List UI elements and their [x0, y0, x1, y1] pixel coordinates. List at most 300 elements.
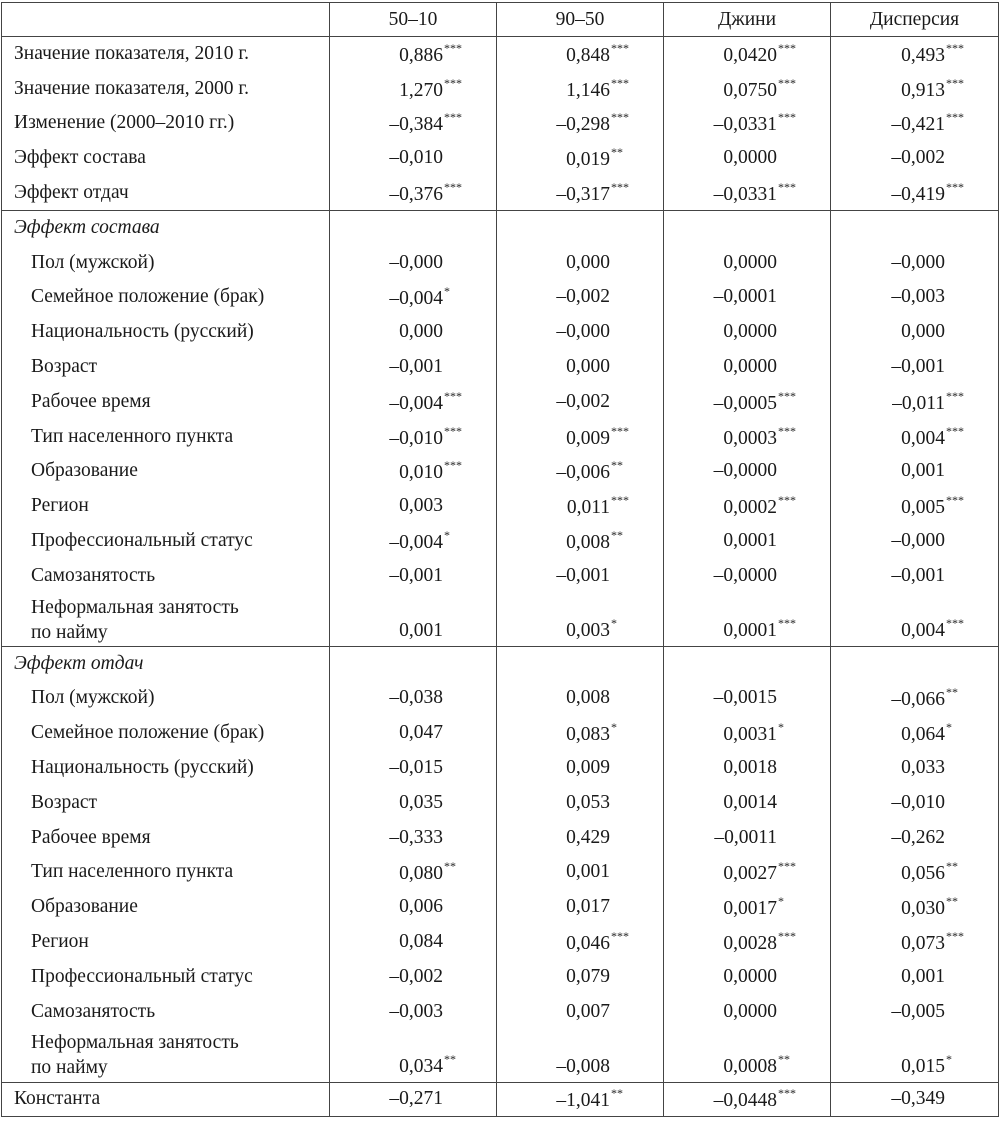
decomposition-table: [1, 2, 999, 1117]
significance-stars: ***: [946, 179, 964, 194]
row-label: [2, 1029, 330, 1082]
table-row: [2, 315, 999, 350]
cell-value: –0,000: [891, 530, 945, 552]
significance-stars: *: [946, 1051, 952, 1066]
table-row: [2, 384, 999, 419]
value-cell: [497, 925, 664, 960]
table-row: [2, 558, 999, 593]
value-cell: [664, 454, 831, 489]
empty-cell: [664, 646, 831, 681]
cell-value: –0,015: [389, 757, 443, 779]
row-label: Эффект состава: [14, 147, 146, 169]
significance-stars: ***: [778, 41, 796, 56]
row-label: Значение показателя, 2000 г.: [14, 77, 249, 99]
significance-stars: ***: [778, 859, 796, 874]
value-cell: [497, 1082, 664, 1117]
cell-value: 1,146: [566, 79, 610, 101]
cell-value: 0,003: [399, 495, 443, 517]
value-cell: [664, 890, 831, 925]
cell-value: 0,913: [901, 79, 945, 101]
table-row: [2, 176, 999, 211]
value-cell: [330, 959, 497, 994]
cell-value: –0,000: [891, 251, 945, 273]
value-cell: [497, 280, 664, 315]
cell-value: 0,0014: [723, 791, 777, 813]
constant-section: [2, 1082, 999, 1117]
value-cell: [831, 280, 999, 315]
value-cell: [330, 890, 497, 925]
value-cell: [831, 855, 999, 890]
table-row: [2, 681, 999, 716]
significance-stars: ***: [946, 929, 964, 944]
row-label: Значение показателя, 2010 г.: [14, 43, 249, 65]
cell-value: 0,064: [901, 724, 945, 746]
empty-cell: [330, 646, 497, 681]
value-cell: [664, 1029, 831, 1082]
cell-value: –0,0448: [713, 1090, 777, 1112]
cell-value: 0,429: [566, 826, 610, 848]
value-cell: [831, 994, 999, 1029]
significance-stars: ***: [444, 388, 462, 403]
significance-stars: ***: [444, 41, 462, 56]
row-label: Возраст: [31, 356, 98, 378]
cell-value: 0,001: [901, 460, 945, 482]
cell-value: 0,848: [566, 45, 610, 67]
value-cell: [497, 716, 664, 751]
cell-value: 0,0000: [723, 965, 777, 987]
significance-stars: ***: [611, 929, 629, 944]
significance-stars: **: [611, 528, 623, 543]
column-header: Дисперсия: [831, 3, 999, 37]
row-label: Регион: [31, 495, 89, 517]
cell-value: 0,001: [566, 861, 610, 883]
cell-value: –0,010: [389, 147, 443, 169]
cell-value: 0,009: [566, 757, 610, 779]
table-row: [2, 785, 999, 820]
value-cell: [330, 524, 497, 559]
value-cell: [330, 489, 497, 524]
significance-stars: ***: [778, 615, 796, 630]
table-row: [2, 419, 999, 454]
significance-stars: **: [946, 859, 958, 874]
cell-value: –0,376: [389, 183, 443, 205]
table-row: [2, 106, 999, 141]
value-cell: [664, 384, 831, 419]
table-row: [2, 524, 999, 559]
cell-value: –0,001: [891, 564, 945, 586]
value-cell: [831, 785, 999, 820]
significance-stars: **: [611, 458, 623, 473]
value-cell: [664, 785, 831, 820]
value-cell: [831, 1029, 999, 1082]
cell-value: 0,011: [566, 497, 610, 519]
cell-value: –0,0000: [713, 564, 777, 586]
value-cell: [664, 820, 831, 855]
significance-stars: ***: [778, 1086, 796, 1101]
value-cell: [330, 176, 497, 211]
value-cell: [664, 925, 831, 960]
row-label: [2, 593, 330, 646]
cell-value: –0,006: [556, 462, 610, 484]
cell-value: –0,005: [891, 1000, 945, 1022]
table-row: [2, 489, 999, 524]
table-row: [2, 37, 999, 72]
table-row: [2, 141, 999, 176]
cell-value: –0,001: [389, 564, 443, 586]
value-cell: [831, 890, 999, 925]
value-cell: [330, 141, 497, 176]
cell-value: –0,317: [556, 183, 610, 205]
significance-stars: *: [444, 528, 450, 543]
significance-stars: ***: [778, 110, 796, 125]
row-label: Профессиональный статус: [31, 530, 253, 552]
significance-stars: ***: [946, 388, 964, 403]
significance-stars: *: [946, 720, 952, 735]
cell-value: –1,041: [556, 1090, 610, 1112]
value-cell: [664, 350, 831, 385]
row-label: Семейное положение (брак): [31, 286, 265, 308]
value-cell: [497, 141, 664, 176]
value-cell: [831, 419, 999, 454]
cell-value: –0,333: [389, 826, 443, 848]
significance-stars: ***: [444, 179, 462, 194]
value-cell: [330, 71, 497, 106]
significance-stars: *: [778, 720, 784, 735]
value-cell: [497, 1029, 664, 1082]
value-cell: [664, 71, 831, 106]
summary-section: [2, 37, 999, 211]
table-row: [2, 280, 999, 315]
significance-stars: ***: [444, 423, 462, 438]
table-row: [2, 350, 999, 385]
row-label: Образование: [31, 896, 138, 918]
value-cell: [831, 558, 999, 593]
value-cell: [831, 925, 999, 960]
significance-stars: ***: [778, 179, 796, 194]
significance-stars: ***: [946, 41, 964, 56]
value-cell: [831, 959, 999, 994]
value-cell: [330, 994, 497, 1029]
table-row: [2, 1082, 999, 1117]
cell-value: –0,262: [891, 826, 945, 848]
value-cell: [831, 681, 999, 716]
cell-value: –0,000: [556, 321, 610, 343]
value-cell: [497, 524, 664, 559]
cell-value: 0,009: [566, 427, 610, 449]
value-cell: [330, 106, 497, 141]
cell-value: –0,384: [389, 114, 443, 136]
cell-value: 0,0008: [723, 1055, 777, 1077]
value-cell: [831, 315, 999, 350]
significance-stars: ***: [946, 75, 964, 90]
cell-value: 0,030: [901, 898, 945, 920]
significance-stars: **: [946, 685, 958, 700]
row-label: Возраст: [31, 791, 98, 813]
cell-value: –0,004: [389, 532, 443, 554]
value-cell: [330, 785, 497, 820]
value-cell: [664, 681, 831, 716]
cell-value: 0,080: [399, 863, 443, 885]
table-row: [2, 71, 999, 106]
cell-value: 0,0000: [723, 321, 777, 343]
value-cell: [664, 141, 831, 176]
value-cell: [330, 315, 497, 350]
row-label: Константа: [14, 1088, 101, 1110]
significance-stars: ***: [946, 110, 964, 125]
value-cell: [330, 384, 497, 419]
cell-value: 0,017: [566, 896, 610, 918]
significance-stars: ***: [778, 75, 796, 90]
cell-value: –0,0001: [713, 286, 777, 308]
value-cell: [831, 1082, 999, 1117]
significance-stars: ***: [946, 423, 964, 438]
cell-value: 0,073: [901, 933, 945, 955]
cell-value: –0,0331: [713, 183, 777, 205]
cell-value: 0,0003: [723, 427, 777, 449]
cell-value: 0,004: [901, 619, 945, 641]
table-row: [2, 716, 999, 751]
value-cell: [664, 37, 831, 72]
value-cell: [664, 245, 831, 280]
cell-value: 0,886: [399, 45, 443, 67]
value-cell: [330, 751, 497, 786]
cell-value: 0,0000: [723, 1000, 777, 1022]
table-row: [2, 994, 999, 1029]
value-cell: [664, 419, 831, 454]
cell-value: 0,000: [566, 356, 610, 378]
cell-value: 0,0001: [723, 619, 777, 641]
section-title-row: [2, 210, 999, 245]
value-cell: [831, 489, 999, 524]
value-cell: [664, 106, 831, 141]
significance-stars: ***: [611, 41, 629, 56]
significance-stars: ***: [778, 929, 796, 944]
cell-value: –0,038: [389, 687, 443, 709]
cell-value: 0,0001: [723, 530, 777, 552]
section-title: Эффект отдач: [14, 652, 144, 674]
cell-value: 0,046: [566, 933, 610, 955]
row-label: Пол (мужской): [31, 251, 155, 273]
section-title-row: [2, 646, 999, 681]
cell-value: –0,349: [891, 1088, 945, 1110]
value-cell: [497, 106, 664, 141]
significance-stars: **: [778, 1051, 790, 1066]
cell-value: –0,001: [556, 564, 610, 586]
table-row: [2, 1029, 999, 1082]
table-row: [2, 245, 999, 280]
value-cell: [664, 593, 831, 646]
value-cell: [497, 820, 664, 855]
row-label: Самозанятость: [31, 1000, 156, 1022]
value-cell: [664, 315, 831, 350]
cell-value: 0,0000: [723, 356, 777, 378]
row-label-line: Неформальная занятость: [31, 596, 239, 618]
cell-value: 0,0031: [723, 724, 777, 746]
row-label: Национальность (русский): [31, 321, 254, 343]
significance-stars: *: [444, 284, 450, 299]
value-cell: [831, 106, 999, 141]
cell-value: –0,298: [556, 114, 610, 136]
value-cell: [330, 245, 497, 280]
cell-value: 0,000: [399, 321, 443, 343]
value-cell: [831, 141, 999, 176]
value-cell: [664, 751, 831, 786]
cell-value: 0,0002: [723, 497, 777, 519]
value-cell: [497, 751, 664, 786]
value-cell: [497, 245, 664, 280]
row-label: Рабочее время: [31, 826, 151, 848]
value-cell: [497, 454, 664, 489]
cell-value: 0,019: [566, 149, 610, 171]
value-cell: [330, 925, 497, 960]
value-cell: [664, 558, 831, 593]
returns-section: [2, 646, 999, 1082]
cell-value: 0,004: [901, 427, 945, 449]
value-cell: [330, 454, 497, 489]
value-cell: [497, 681, 664, 716]
header-corner: [2, 3, 330, 37]
empty-cell: [664, 210, 831, 245]
value-cell: [497, 959, 664, 994]
value-cell: [497, 315, 664, 350]
value-cell: [664, 716, 831, 751]
empty-cell: [831, 210, 999, 245]
row-label: Рабочее время: [31, 390, 151, 412]
significance-stars: ***: [444, 75, 462, 90]
value-cell: [330, 558, 497, 593]
cell-value: –0,0331: [713, 114, 777, 136]
significance-stars: ***: [444, 110, 462, 125]
cell-value: 0,007: [566, 1000, 610, 1022]
significance-stars: ***: [611, 179, 629, 194]
value-cell: [497, 994, 664, 1029]
significance-stars: *: [611, 720, 617, 735]
significance-stars: **: [444, 859, 456, 874]
cell-value: 0,0028: [723, 933, 777, 955]
value-cell: [831, 384, 999, 419]
value-cell: [497, 890, 664, 925]
row-label: Национальность (русский): [31, 757, 254, 779]
value-cell: [831, 716, 999, 751]
cell-value: 0,0750: [723, 79, 777, 101]
cell-value: 0,493: [901, 45, 945, 67]
row-label: Профессиональный статус: [31, 965, 253, 987]
cell-value: 0,000: [901, 321, 945, 343]
cell-value: 1,270: [399, 79, 443, 101]
value-cell: [497, 855, 664, 890]
significance-stars: ***: [611, 110, 629, 125]
empty-cell: [330, 210, 497, 245]
cell-value: –0,421: [891, 114, 945, 136]
value-cell: [330, 593, 497, 646]
cell-value: –0,002: [389, 965, 443, 987]
value-cell: [831, 71, 999, 106]
empty-cell: [497, 210, 664, 245]
value-cell: [664, 524, 831, 559]
cell-value: 0,003: [566, 619, 610, 641]
row-label: Образование: [31, 460, 138, 482]
value-cell: [330, 716, 497, 751]
value-cell: [497, 350, 664, 385]
cell-value: 0,0420: [723, 45, 777, 67]
value-cell: [330, 855, 497, 890]
cell-value: –0,010: [389, 427, 443, 449]
value-cell: [664, 176, 831, 211]
section-title: Эффект состава: [14, 217, 160, 239]
row-label-line: по найму: [31, 621, 108, 643]
cell-value: 0,035: [399, 791, 443, 813]
table-row: [2, 820, 999, 855]
row-label-line: по найму: [31, 1057, 108, 1079]
cell-value: –0,008: [556, 1055, 610, 1077]
value-cell: [831, 593, 999, 646]
significance-stars: ***: [946, 493, 964, 508]
value-cell: [664, 280, 831, 315]
value-cell: [330, 37, 497, 72]
value-cell: [831, 350, 999, 385]
significance-stars: ***: [611, 493, 629, 508]
significance-stars: **: [611, 1086, 623, 1101]
value-cell: [831, 245, 999, 280]
cell-value: 0,001: [399, 619, 443, 641]
value-cell: [831, 820, 999, 855]
cell-value: –0,419: [891, 183, 945, 205]
significance-stars: **: [611, 145, 623, 160]
significance-stars: ***: [611, 423, 629, 438]
value-cell: [497, 71, 664, 106]
column-header: 90–50: [497, 3, 664, 37]
cell-value: 0,0017: [723, 898, 777, 920]
row-label: Регион: [31, 931, 89, 953]
cell-value: 0,084: [399, 931, 443, 953]
table-row: [2, 593, 999, 646]
table-row: [2, 751, 999, 786]
table-row: [2, 890, 999, 925]
table-row: [2, 959, 999, 994]
cell-value: –0,002: [891, 147, 945, 169]
table-row: [2, 925, 999, 960]
cell-value: 0,008: [566, 687, 610, 709]
cell-value: 0,000: [566, 251, 610, 273]
value-cell: [330, 820, 497, 855]
row-label: Изменение (2000–2010 гг.): [14, 112, 235, 134]
value-cell: [330, 1082, 497, 1117]
composition-section: [2, 210, 999, 646]
cell-value: 0,010: [399, 462, 443, 484]
cell-value: –0,004: [389, 392, 443, 414]
significance-stars: ***: [778, 493, 796, 508]
column-header: Джини: [664, 3, 831, 37]
value-cell: [330, 280, 497, 315]
significance-stars: ***: [778, 388, 796, 403]
value-cell: [831, 454, 999, 489]
cell-value: –0,0005: [713, 392, 777, 414]
value-cell: [497, 593, 664, 646]
cell-value: 0,0027: [723, 863, 777, 885]
value-cell: [497, 37, 664, 72]
cell-value: –0,066: [891, 689, 945, 711]
cell-value: 0,034: [399, 1055, 443, 1077]
cell-value: –0,004: [389, 288, 443, 310]
cell-value: –0,002: [556, 390, 610, 412]
empty-cell: [831, 646, 999, 681]
significance-stars: ***: [778, 423, 796, 438]
cell-value: 0,015: [901, 1055, 945, 1077]
cell-value: 0,047: [399, 722, 443, 744]
cell-value: 0,005: [901, 497, 945, 519]
value-cell: [330, 1029, 497, 1082]
cell-value: 0,056: [901, 863, 945, 885]
